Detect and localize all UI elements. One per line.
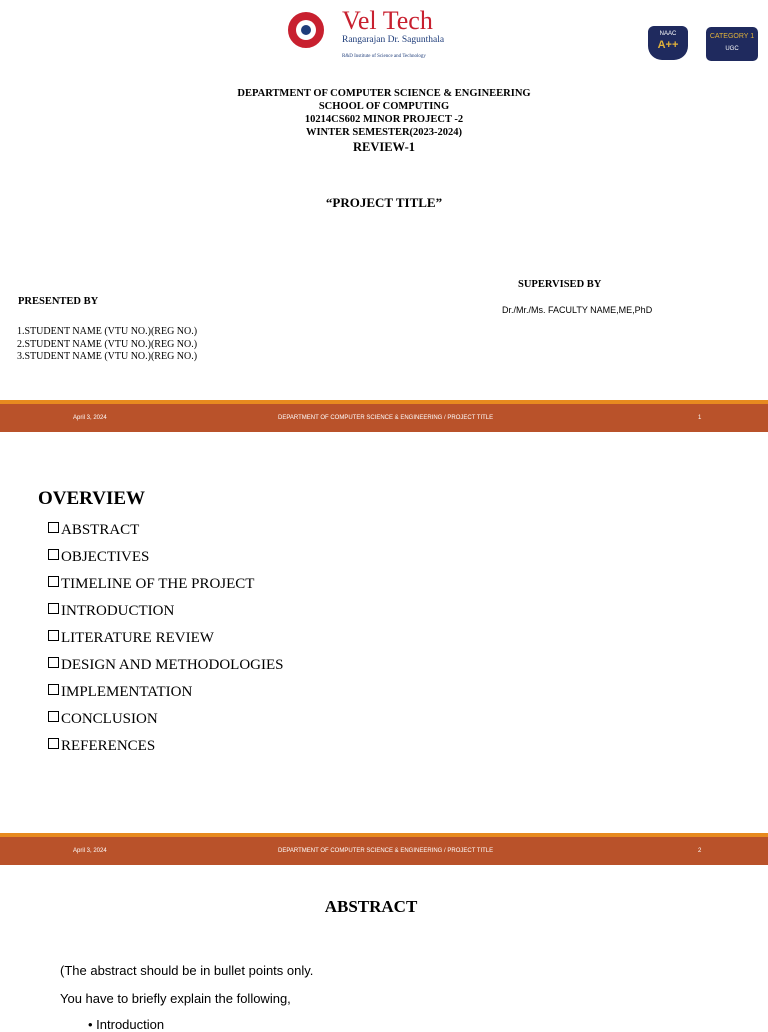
- list-item: TIMELINE OF THE PROJECT: [48, 572, 284, 599]
- header-line: 10214CS602 MINOR PROJECT -2: [304, 114, 464, 125]
- page-number: 2: [698, 848, 702, 854]
- checkbox-bullet-icon: [48, 711, 59, 722]
- category-text: CATEGORY 1: [709, 33, 755, 40]
- footer-title: DEPARTMENT OF COMPUTER SCIENCE & ENGINEERING / PROJECT TITLE: [278, 848, 494, 854]
- ugc-text: UGC: [725, 46, 739, 52]
- review-label: REVIEW-1: [352, 140, 416, 154]
- list-item: LITERATURE REVIEW: [48, 626, 284, 653]
- supervised-by-label: SUPERVISED BY: [518, 279, 602, 290]
- student-list: [17, 326, 197, 364]
- footer-date: April 3, 2024: [73, 848, 107, 854]
- list-item: DESIGN AND METHODOLOGIES: [48, 653, 284, 680]
- header-line: WINTER SEMESTER(2023-2024): [305, 127, 463, 138]
- veltech-logo: [288, 6, 468, 59]
- overview-title: OVERVIEW: [38, 488, 146, 509]
- checkbox-bullet-icon: [48, 603, 59, 614]
- checkbox-bullet-icon: [48, 549, 59, 560]
- student-item: 3.STUDENT NAME (VTU NO.)(REG NO.): [17, 351, 198, 362]
- abstract-line: (The abstract should be in bullet points only.: [60, 963, 314, 978]
- list-item: CONCLUSION: [48, 707, 284, 734]
- student-item: 1.STUDENT NAME (VTU NO.)(REG NO.): [17, 326, 198, 337]
- slide-footer: [0, 404, 768, 432]
- naac-text: NAAC: [659, 31, 677, 37]
- abstract-line: You have to briefly explain the following,: [60, 991, 291, 1006]
- student-item: 2.STUDENT NAME (VTU NO.)(REG NO.): [17, 338, 198, 350]
- list-item: OBJECTIVES: [48, 545, 284, 572]
- checkbox-bullet-icon: [48, 576, 59, 587]
- checkbox-bullet-icon: [48, 630, 59, 641]
- header-line: DEPARTMENT OF COMPUTER SCIENCE & ENGINEERING: [237, 88, 531, 99]
- list-item: REFERENCES: [48, 734, 284, 761]
- list-item: ABSTRACT: [48, 518, 284, 545]
- page-number: 1: [698, 415, 702, 421]
- brand-line2: R&D Institute of Science and Technology: [342, 54, 426, 59]
- slide-footer: [0, 837, 768, 865]
- overview-list: [48, 518, 284, 761]
- checkbox-bullet-icon: [48, 738, 59, 749]
- brand-name: Vel Tech: [342, 6, 433, 35]
- naac-badge: [648, 26, 688, 60]
- project-title: “PROJECT TITLE”: [325, 195, 443, 210]
- list-item: INTRODUCTION: [48, 599, 284, 626]
- department-header: [0, 87, 768, 139]
- checkbox-bullet-icon: [48, 684, 59, 695]
- list-item: IMPLEMENTATION: [48, 680, 284, 707]
- brand-line1: Rangarajan Dr. Sagunthala: [342, 35, 445, 45]
- supervisor-name: Dr./Mr./Ms. FACULTY NAME,ME,PhD: [502, 305, 653, 315]
- university-emblem-icon: [288, 12, 324, 48]
- checkbox-bullet-icon: [48, 657, 59, 668]
- footer-title: DEPARTMENT OF COMPUTER SCIENCE & ENGINEERING / PROJECT TITLE: [278, 415, 494, 421]
- abstract-bullet: • Introduction: [88, 1017, 165, 1032]
- abstract-title: ABSTRACT: [324, 897, 418, 916]
- header-line: SCHOOL OF COMPUTING: [318, 101, 450, 112]
- naac-grade: A++: [657, 39, 679, 51]
- footer-date: April 3, 2024: [73, 415, 107, 421]
- category-badge: [706, 27, 758, 61]
- presented-by-label: PRESENTED BY: [18, 296, 99, 307]
- checkbox-bullet-icon: [48, 522, 59, 533]
